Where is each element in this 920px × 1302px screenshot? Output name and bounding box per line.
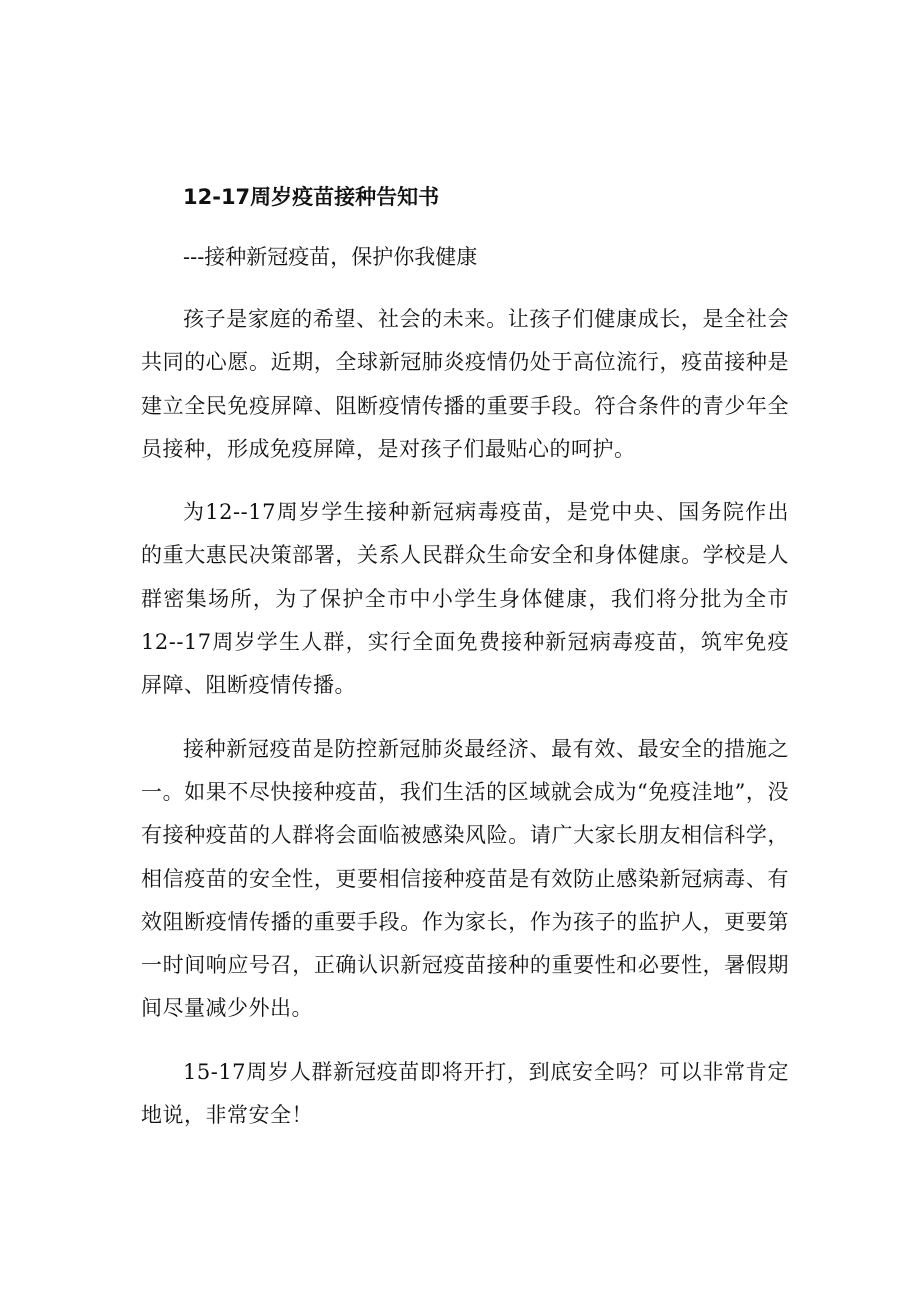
document-body — [141, 176, 789, 1137]
paragraph-3: 接种新冠疫苗是防控新冠肺炎最经济、最有效、最安全的措施之一。如果不尽快接种疫苗，我们生活的区域就会成为“免疫洼地”，没有接种疫苗的人群将会面临被感染风险。请广大家长朋友相信科学，相信疫苗的安全性，更要相信接种疫苗是有效防止感染新冠病毒、有效阻断疫情传播的重要手段。作为家长，作为孩子的监护人，更要第一时间响应号召，正确认识新冠疫苗接种的重要性和必要性，暑假期间尽量减少外出。 — [141, 736, 789, 1021]
document-title: 12-17周岁疫苗接种告知书 — [183, 185, 440, 209]
paragraph-1: 孩子是家庭的希望、社会的未来。让孩子们健康成长，是全社会共同的心愿。近期，全球新冠肺炎疫情仍处于高位流行，疫苗接种是建立全民免疫屏障、阻断疫情传播的重要手段。符合条件的青少年全员接种，形成免疫屏障，是对孩子们最贴心的呵护。 — [141, 307, 789, 461]
paragraph-4: 15-17周岁人群新冠疫苗即将开打，到底安全吗？可以非常肯定地说，非常安全！ — [141, 1059, 789, 1128]
document-subtitle: ---接种新冠疫苗，保护你我健康 — [183, 245, 478, 269]
paragraph-2: 为12--17周岁学生接种新冠病毒疫苗，是党中央、国务院作出的重大惠民决策部署，关系人民群众生命安全和身体健康。学校是人群密集场所，为了保护全市中小学生身体健康，我们将分批为全市12--17周岁学生人群，实行全面免费接种新冠病毒疫苗，筑牢免疫屏障、阻断疫情传播。 — [141, 500, 789, 698]
